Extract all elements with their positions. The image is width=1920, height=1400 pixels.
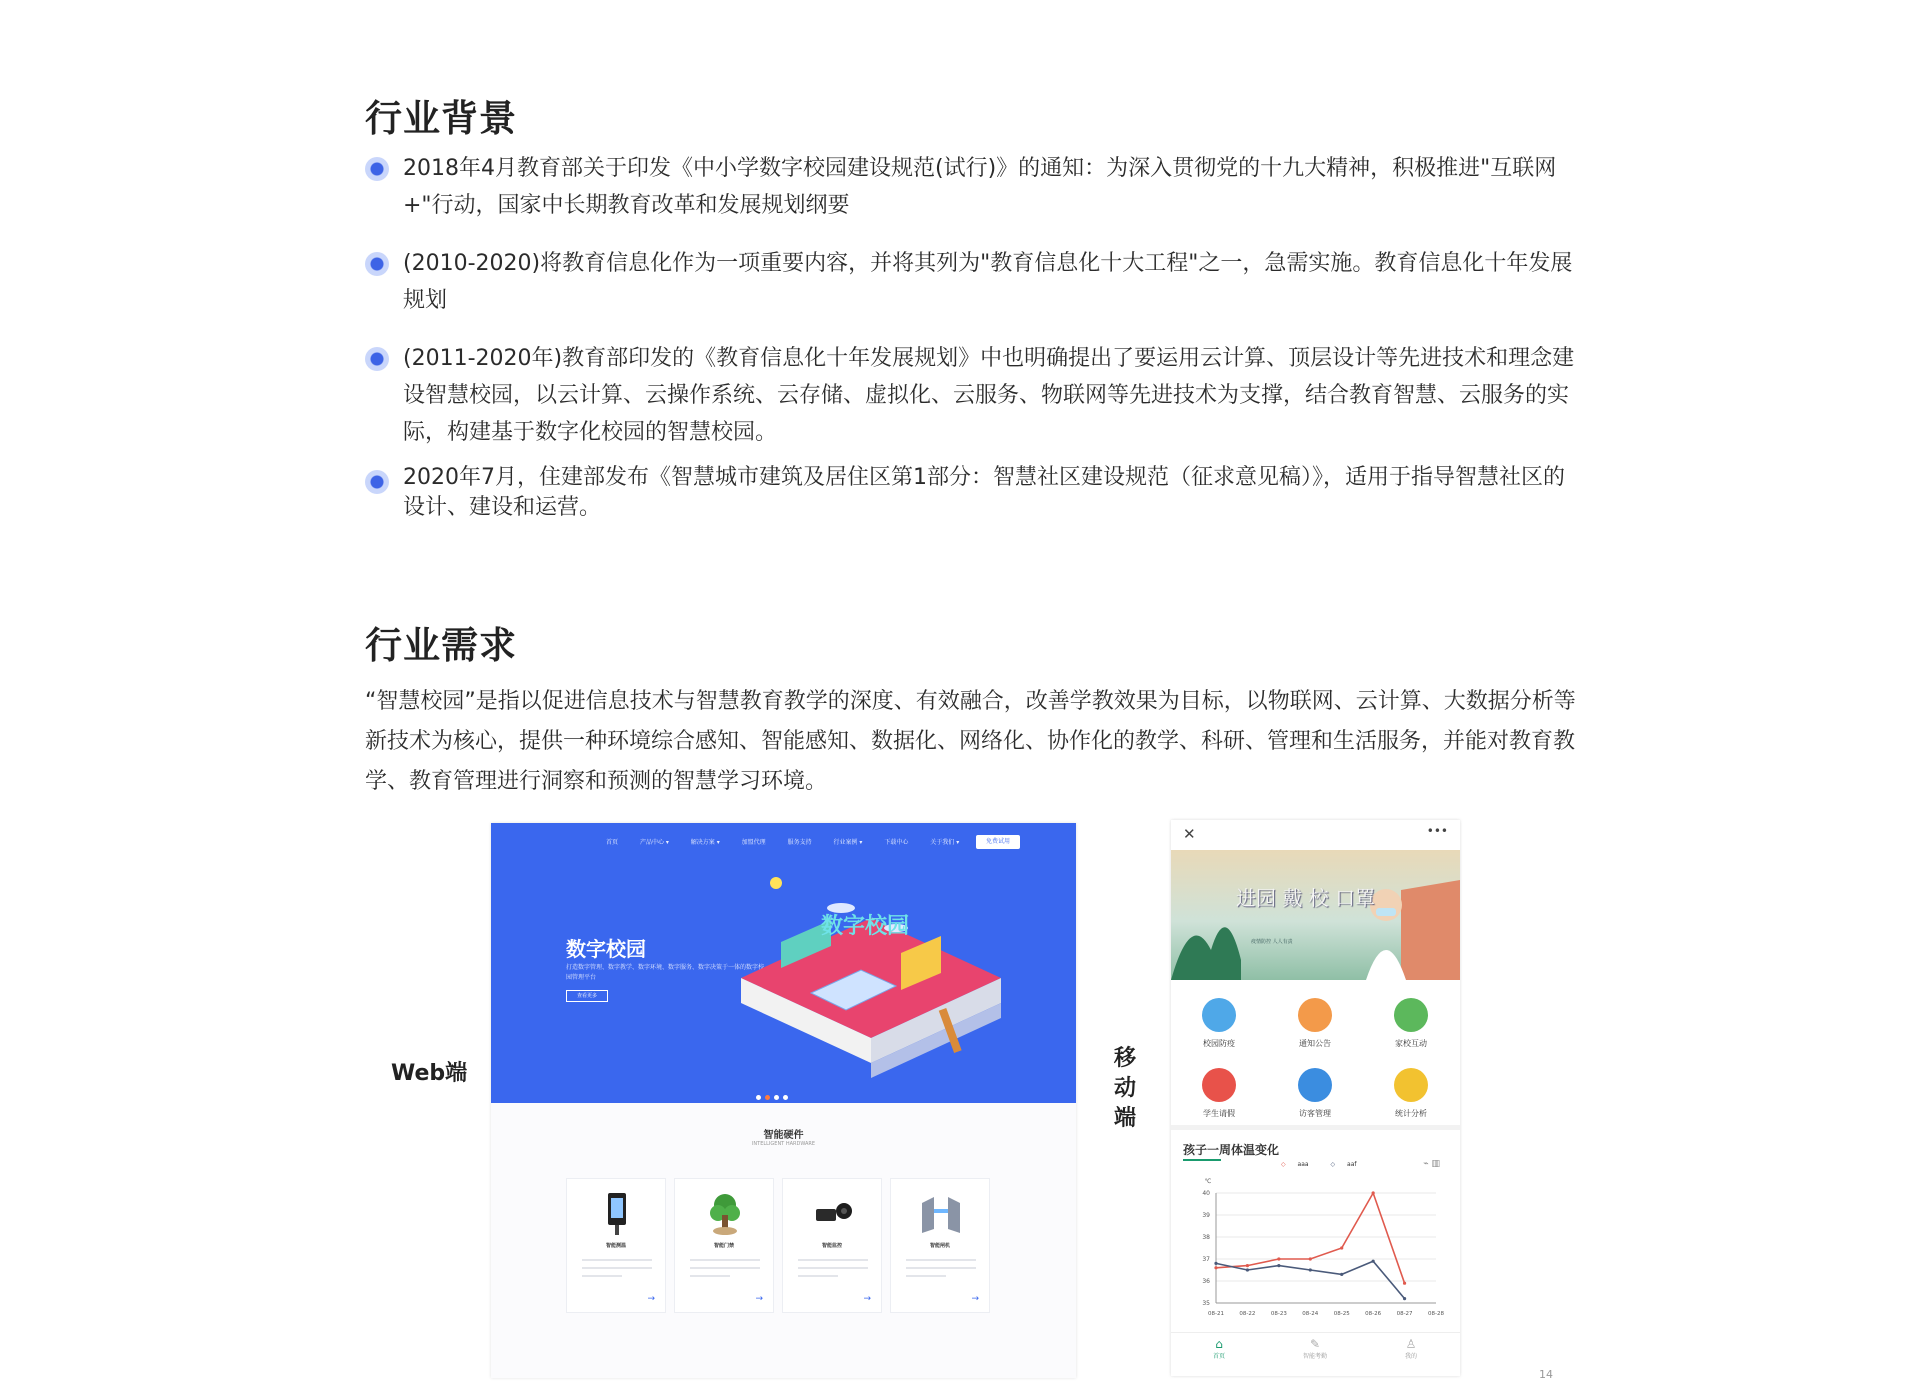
isometric-campus-illustration [721,858,1021,1088]
visitor-icon [1298,1068,1332,1102]
hardware-card-name: 智能闸机 [929,1243,950,1249]
series-line-aaf [1216,1261,1405,1298]
web-section-title: 智能硬件 [763,1130,804,1141]
banner-subtitle: 疫情防控 人人有责 [1251,939,1293,945]
series-point-aaf [1372,1260,1375,1263]
chart-title-underline [1183,1159,1221,1161]
bullet-item [365,245,1585,319]
web-label: Web端 [391,1061,468,1086]
bullet-text: (2010-2020)将教育信息化作为一项重要内容，并将其列为"教育信息化十大工程"之一，急需实施。教育信息化十年发展规划 [403,251,1573,313]
web-trial-button[interactable]: 免费试用 [976,835,1020,849]
web-nav-item[interactable]: 服务支持 [787,839,812,846]
card-text-line [582,1275,622,1277]
function-label: 学生请假 [1203,1109,1235,1118]
hardware-card[interactable] [782,1178,882,1313]
y-tick-label: 39 [1202,1212,1210,1219]
legend-label: aaf [1347,1161,1357,1168]
tab-label: 首页 [1212,1353,1225,1360]
card-text-line [906,1275,946,1277]
x-tick-label: 08-28 [1428,1311,1444,1317]
legend-marker-icon: ◇ [1281,1161,1286,1168]
series-point-aaa [1214,1266,1217,1269]
y-axis-unit: ℃ [1204,1178,1212,1185]
web-hero-button[interactable]: 查看更多 [566,990,608,1002]
carousel-dot[interactable] [765,1095,770,1100]
web-nav-item[interactable]: 下载中心 [884,839,909,846]
card-text-line [798,1267,868,1269]
web-screenshot [491,823,1076,1378]
y-tick-label: 36 [1202,1278,1210,1285]
x-tick-label: 08-25 [1333,1311,1350,1317]
bullet-dot-icon [365,252,389,276]
arrow-right-icon[interactable]: → [863,1294,871,1304]
y-tick-label: 40 [1202,1190,1210,1197]
hardware-card-name: 智能测温 [605,1243,626,1249]
hardware-card-name: 智能门禁 [713,1243,734,1249]
hardware-card[interactable] [674,1178,774,1313]
mobile-banner [1171,850,1460,980]
tab-home[interactable] [1171,1337,1267,1360]
mobile-top-bar [1171,820,1460,850]
bullet-dot-icon [365,157,389,181]
web-hero-banner [491,823,1076,1103]
card-text-line [582,1259,652,1261]
legend-label: aaa [1297,1161,1309,1168]
function-item[interactable] [1371,998,1451,1049]
web-nav-item[interactable]: 首页 [606,839,619,846]
web-nav-item[interactable]: 行业案例 ▾ [833,839,863,846]
web-carousel-dots[interactable] [756,1085,792,1104]
hardware-card[interactable] [566,1178,666,1313]
y-tick-label: 35 [1202,1300,1210,1307]
web-nav-item[interactable]: 加盟代理 [741,839,766,846]
series-point-aaa [1309,1257,1312,1260]
bullet-text: 2020年7月，住建部发布《智慧城市建筑及居住区第1部分：智慧社区建设规范（征求意见稿）》，适用于指导智慧社区的设计、建设和运营。 [403,465,1565,520]
card-text-line [906,1259,976,1261]
legend-marker-icon: ◇ [1330,1161,1336,1168]
function-item[interactable] [1275,998,1355,1049]
hardware-card-name: 智能监控 [821,1243,842,1249]
bullet-dot-icon [365,470,389,494]
hardware-card[interactable] [890,1178,990,1313]
carousel-dot[interactable] [774,1095,779,1100]
carousel-dot[interactable] [783,1095,788,1100]
demand-paragraph: “智慧校园”是指以促进信息技术与智慧教育教学的深度、有效融合，改善学教效果为目标，以物联网、云计算、大数据分析等新技术为核心，提供一种环境综合感知、智能感知、数据化、网络化、协作化的教学、科研、管理和生活服务，并能对教育教学、教育管理进行洞察和预测的智慧学习环境。 [365,689,1576,794]
bullet-dot-icon [365,347,389,371]
notice-icon [1298,998,1332,1032]
arrow-right-icon[interactable]: → [755,1294,763,1304]
banner-illustration [1171,850,1460,980]
face-terminal-icon [592,1189,642,1239]
function-label: 统计分析 [1395,1109,1427,1118]
function-label: 校园防疫 [1203,1039,1235,1048]
mobile-function-grid [1171,980,1460,1130]
function-item[interactable] [1371,1068,1451,1119]
banner-title: 进园 戴 校 口罩 [1236,886,1376,910]
turnstile-icon [916,1189,966,1239]
tab-profile[interactable] [1363,1337,1459,1360]
more-icon[interactable]: ••• [1426,824,1448,838]
series-point-aaa [1403,1282,1406,1285]
bullet-text: (2011-2020年)教育部印发的《教育信息化十年发展规划》中也明确提出了要运用云计算、顶层设计等先进技术和理念建设智慧校园，以云计算、云操作系统、云存储、虚拟化、云服务、物联网等先进技术为支撑，结合教育智慧、云服务的实际，构建基于数字化校园的智慧校园。 [403,346,1575,445]
web-section-subtitle: INTELLIGENT HARDWARE [751,1141,816,1147]
x-tick-label: 08-24 [1302,1311,1319,1317]
x-tick-label: 08-27 [1396,1311,1413,1317]
chart-title: 孩子一周体温变化 [1183,1143,1280,1157]
carousel-dot[interactable] [756,1095,761,1100]
card-text-line [690,1275,730,1277]
camera-icon [808,1189,858,1239]
attendance-icon: ✎ [1309,1337,1321,1351]
epidemic-icon [1202,998,1236,1032]
bullet-text: 2018年4月教育部关于印发《中小学数字校园建设规范(试行)》的通知：为深入贯彻党的十九大精神，积极推进"互联网+"行动，国家中长期教育改革和发展规划纲要 [403,156,1557,218]
series-point-aaa [1340,1246,1343,1249]
tree-plant-icon [700,1189,750,1239]
web-nav [606,837,1010,849]
web-hero-title: 数字校园 [566,937,646,961]
temperature-chart-panel [1171,1135,1460,1335]
y-tick-label: 37 [1202,1256,1210,1263]
y-tick-label: 38 [1202,1234,1210,1241]
tab-attendance[interactable] [1267,1337,1363,1360]
series-point-aaa [1372,1191,1375,1194]
function-label: 通知公告 [1299,1039,1331,1048]
home-icon: ⌂ [1215,1337,1223,1351]
bullet-item [365,463,1585,523]
card-text-line [690,1267,760,1269]
series-point-aaf [1277,1264,1280,1267]
chart-type-toggle-icon[interactable]: ⌁ ▥ [1423,1159,1440,1169]
card-text-line [690,1259,760,1261]
series-point-aaa [1246,1264,1249,1267]
series-point-aaf [1403,1297,1406,1300]
section-title-background: 行业背景 [365,97,517,140]
series-point-aaf [1214,1262,1217,1265]
mobile-tab-bar [1171,1332,1460,1376]
temperature-line-chart [1171,1165,1460,1345]
web-nav-item[interactable]: 产品中心 ▾ [639,839,669,846]
page-number: 14 [1539,1368,1553,1381]
home-school-icon [1394,998,1428,1032]
x-tick-label: 08-22 [1239,1311,1256,1317]
series-point-aaf [1340,1273,1343,1276]
x-tick-label: 08-23 [1270,1311,1287,1317]
x-tick-label: 08-21 [1208,1311,1224,1317]
mobile-label: 移动端 [1113,1046,1136,1131]
tab-label: 我的 [1404,1353,1417,1360]
x-tick-label: 08-26 [1365,1311,1382,1317]
statistics-icon [1394,1068,1428,1102]
card-text-line [798,1275,838,1277]
hero-art-text: 数字校园 [821,914,910,939]
series-point-aaa [1277,1257,1280,1260]
section-title-demand: 行业需求 [365,624,517,667]
tab-label: 智能考勤 [1302,1353,1327,1360]
web-hero-desc: 打造数字管理、数字教学、数字环境、数字服务、数字决策于一体的数字校园管理平台 [566,964,765,981]
function-item[interactable] [1179,998,1259,1049]
bullet-item [365,150,1585,224]
arrow-right-icon[interactable]: → [647,1294,655,1304]
web-nav-item[interactable]: 关于我们 ▾ [930,839,960,846]
profile-icon: ♙ [1405,1337,1417,1351]
arrow-right-icon[interactable]: → [971,1294,979,1304]
function-label: 家校互动 [1395,1039,1427,1048]
mobile-screenshot [1171,820,1460,1376]
card-text-line [906,1267,976,1269]
card-text-line [798,1259,868,1261]
series-point-aaf [1309,1268,1312,1271]
function-item[interactable] [1275,1068,1355,1119]
card-text-line [582,1267,652,1269]
leave-request-icon [1202,1068,1236,1102]
close-icon[interactable]: ✕ [1183,825,1196,843]
web-nav-item[interactable]: 解决方案 ▾ [690,839,720,846]
function-item[interactable] [1179,1068,1259,1119]
bullet-item [365,340,1585,451]
function-label: 访客管理 [1299,1109,1331,1118]
series-point-aaf [1246,1268,1249,1271]
